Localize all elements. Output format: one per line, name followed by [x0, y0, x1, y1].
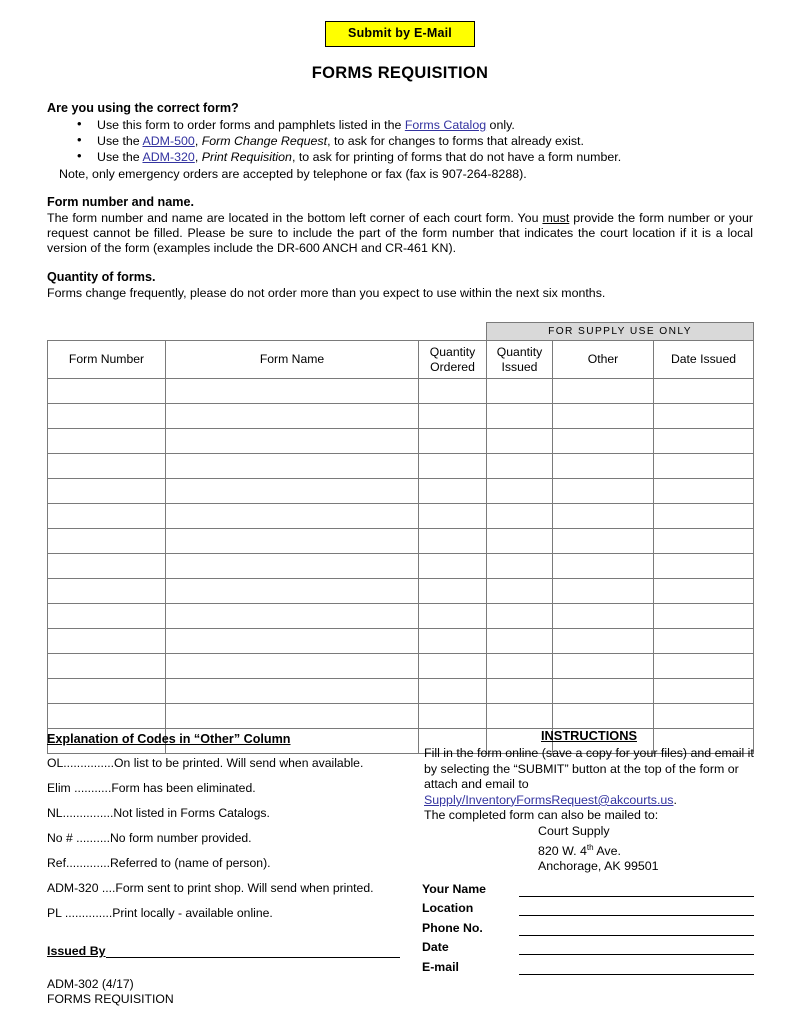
- col-header-date-issued: Date Issued: [654, 341, 754, 379]
- table-cell[interactable]: [654, 554, 754, 579]
- table-cell[interactable]: [166, 604, 419, 629]
- field-row: [422, 936, 754, 956]
- table-cell[interactable]: [419, 479, 487, 504]
- table-cell[interactable]: [419, 379, 487, 404]
- table-row: [48, 429, 754, 454]
- bullet-3-mid: ,: [194, 150, 202, 165]
- table-cell[interactable]: [419, 454, 487, 479]
- table-row: [48, 554, 754, 579]
- quantity-paragraph: Forms change frequently, please do not order more than you expect to use within the next six months.: [47, 285, 606, 300]
- table-cell[interactable]: [419, 504, 487, 529]
- table-cell[interactable]: [654, 704, 754, 729]
- table-cell[interactable]: [419, 404, 487, 429]
- bullet-2-pre: Use the: [97, 134, 143, 149]
- code-explanation-item: NL...............Not listed in Forms Catalogs.: [47, 806, 270, 820]
- table-cell[interactable]: [48, 479, 166, 504]
- table-head: [48, 323, 754, 379]
- adm-500-link[interactable]: ADM-500: [142, 134, 195, 149]
- table-cell[interactable]: [487, 454, 553, 479]
- correct-form-bullet-list: [47, 117, 753, 166]
- bullet-forms-catalog: [47, 117, 753, 133]
- table-cell[interactable]: [553, 504, 654, 529]
- table-cell[interactable]: [166, 704, 419, 729]
- table-cell[interactable]: [166, 629, 419, 654]
- table-cell[interactable]: [48, 629, 166, 654]
- col-header-form-name: Form Name: [166, 341, 419, 379]
- issued-by-input[interactable]: [106, 945, 400, 958]
- field-input-date[interactable]: [519, 941, 754, 955]
- table-cell[interactable]: [419, 654, 487, 679]
- code-explanation-item: PL ..............Print locally - available online.: [47, 906, 273, 920]
- qo-line2: Ordered: [430, 359, 475, 374]
- table-cell[interactable]: [487, 404, 553, 429]
- instr-text-3: The completed form can also be mailed to:: [424, 808, 659, 823]
- submit-by-email-button[interactable]: Submit by E-Mail: [325, 21, 475, 47]
- form-number-name-heading: Form number and name.: [47, 194, 194, 209]
- table-cell[interactable]: [654, 579, 754, 604]
- field-row: [422, 955, 754, 975]
- bullet-2-mid: ,: [194, 134, 202, 149]
- table-cell[interactable]: [166, 529, 419, 554]
- table-cell[interactable]: [48, 379, 166, 404]
- table-cell[interactable]: [654, 604, 754, 629]
- table-cell[interactable]: [48, 454, 166, 479]
- table-row: [48, 379, 754, 404]
- footer-form-name: FORMS REQUISITION: [47, 991, 174, 1006]
- table-cell[interactable]: [166, 504, 419, 529]
- table-cell[interactable]: [48, 654, 166, 679]
- col-header-form-number: Form Number: [48, 341, 166, 379]
- table-cell[interactable]: [419, 604, 487, 629]
- field-label-e-mail: E-mail: [422, 959, 459, 974]
- forms-catalog-link[interactable]: Forms Catalog: [404, 118, 487, 132]
- fnn-text-2: provide the form number or your request cannot be filled. Please be sure to include the part of the form number that indicates the court location if it is a local version of the form (examples include the DR-600 ANCH and CR-461 KN).: [47, 210, 753, 256]
- table-row: [48, 654, 754, 679]
- table-cell[interactable]: [553, 479, 654, 504]
- table-row: [48, 404, 754, 429]
- banner-spacer-1: [48, 323, 166, 341]
- footer-block: [47, 977, 174, 1006]
- mailing-address: [424, 824, 754, 875]
- supply-inventory-email-link[interactable]: Supply/InventoryFormsRequest@akcourts.us: [424, 792, 674, 807]
- table-cell[interactable]: [487, 579, 553, 604]
- table-cell[interactable]: [48, 554, 166, 579]
- table-cell[interactable]: [419, 629, 487, 654]
- address-line-3: Anchorage, AK 99501: [538, 859, 659, 874]
- address-line-2-pre: 820 W. 4: [538, 843, 587, 858]
- table-cell[interactable]: [553, 529, 654, 554]
- footer-form-id: ADM-302 (4/17): [47, 977, 134, 991]
- code-explanation-item: No # ..........No form number provided.: [47, 831, 252, 845]
- table-row: [48, 529, 754, 554]
- table-cell[interactable]: [553, 404, 654, 429]
- table-cell[interactable]: [48, 404, 166, 429]
- table-cell[interactable]: [48, 429, 166, 454]
- table-row: [48, 704, 754, 729]
- quantity-heading: Quantity of forms.: [47, 269, 156, 284]
- codes-list: [47, 756, 415, 921]
- address-line-2-sup: th: [586, 842, 594, 852]
- qo-line1: Quantity: [429, 344, 476, 359]
- adm-320-link[interactable]: ADM-320: [142, 150, 195, 165]
- table-cell[interactable]: [166, 554, 419, 579]
- instructions-heading: INSTRUCTIONS: [541, 728, 637, 743]
- table-row: [48, 579, 754, 604]
- table-cell[interactable]: [487, 479, 553, 504]
- table-cell[interactable]: [654, 429, 754, 454]
- code-explanation-item: ADM-320 ....Form sent to print shop. Will send when printed.: [47, 881, 374, 895]
- field-label-location: Location: [422, 901, 474, 916]
- table-row: [48, 504, 754, 529]
- table-cell[interactable]: [419, 529, 487, 554]
- table-cell[interactable]: [419, 429, 487, 454]
- table-cell[interactable]: [487, 429, 553, 454]
- table-cell[interactable]: [166, 454, 419, 479]
- table-cell[interactable]: [654, 454, 754, 479]
- bullet-2-post: , to ask for changes to forms that already exist.: [327, 134, 584, 149]
- table-cell[interactable]: [553, 654, 654, 679]
- table-body: [48, 379, 754, 754]
- table-cell[interactable]: [654, 529, 754, 554]
- table-row: [48, 604, 754, 629]
- table-cell[interactable]: [487, 654, 553, 679]
- table-cell[interactable]: [654, 404, 754, 429]
- table-cell[interactable]: [553, 379, 654, 404]
- table-cell[interactable]: [487, 629, 553, 654]
- code-explanation-item: Elim ...........Form has been eliminated.: [47, 781, 256, 795]
- issued-by-label: Issued By: [47, 944, 106, 958]
- table-cell[interactable]: [487, 679, 553, 704]
- instr-text-1: Fill in the form online (save a copy for your files) and email it by selecting the “SUBMIT” button at the top of the form or attach and email to: [424, 746, 754, 792]
- table-cell[interactable]: [48, 529, 166, 554]
- bullet-2-italic: Form Change Request: [201, 134, 328, 149]
- table-cell[interactable]: [166, 654, 419, 679]
- spacer-2: [47, 257, 753, 269]
- field-row: [422, 877, 754, 897]
- table-cell[interactable]: [654, 654, 754, 679]
- table-row: [48, 454, 754, 479]
- bullet-3-post: , to ask for printing of forms that do not have a form number.: [291, 150, 622, 165]
- table-cell[interactable]: [48, 679, 166, 704]
- table-cell[interactable]: [654, 504, 754, 529]
- field-input-phone-no[interactable]: [519, 922, 754, 936]
- column-header-row: [48, 341, 754, 379]
- emergency-order-note: Note, only emergency orders are accepted by telephone or fax (fax is 907-264-8288).: [59, 166, 527, 181]
- qi-line2: Issued: [501, 359, 538, 374]
- table-cell[interactable]: [553, 704, 654, 729]
- field-label-your-name: Your Name: [422, 881, 487, 896]
- table-cell[interactable]: [654, 479, 754, 504]
- table-row: [48, 629, 754, 654]
- contact-fields-block: [422, 877, 754, 975]
- field-row: [422, 897, 754, 917]
- table-cell[interactable]: [553, 579, 654, 604]
- correct-form-heading: Are you using the correct form?: [47, 101, 239, 115]
- table-cell[interactable]: [48, 504, 166, 529]
- col-header-quantity-ordered: [419, 341, 487, 379]
- for-supply-use-only-banner: FOR SUPPLY USE ONLY: [487, 323, 754, 341]
- fnn-text-1: The form number and name are located in the bottom left corner of each court form. You: [47, 210, 543, 225]
- table-cell[interactable]: [553, 429, 654, 454]
- table-cell[interactable]: [654, 629, 754, 654]
- table-cell[interactable]: [553, 679, 654, 704]
- spacer-1: [47, 182, 753, 194]
- table-row: [48, 479, 754, 504]
- table-cell[interactable]: [166, 579, 419, 604]
- table-cell[interactable]: [419, 679, 487, 704]
- table-cell[interactable]: [553, 454, 654, 479]
- table-cell[interactable]: [48, 604, 166, 629]
- table-cell[interactable]: [487, 504, 553, 529]
- table-cell[interactable]: [166, 379, 419, 404]
- page-title: FORMS REQUISITION: [311, 64, 489, 82]
- bullet-adm-320: [47, 149, 753, 165]
- code-explanation-item: Ref.............Referred to (name of person).: [47, 856, 271, 870]
- qi-line1: Quantity: [496, 344, 543, 359]
- field-label-date: Date: [422, 940, 449, 955]
- table-cell[interactable]: [487, 529, 553, 554]
- field-input-e-mail[interactable]: [519, 961, 754, 975]
- table-row: [48, 679, 754, 704]
- bullet-1-post: only.: [486, 118, 515, 132]
- address-line-1: Court Supply: [538, 823, 610, 838]
- table-cell[interactable]: [166, 404, 419, 429]
- intro-content: [47, 100, 753, 301]
- table-cell[interactable]: [48, 704, 166, 729]
- explanation-of-codes-section: [47, 732, 415, 931]
- table-cell[interactable]: [654, 679, 754, 704]
- instructions-body: [424, 746, 754, 824]
- supply-banner-row: [48, 323, 754, 341]
- form-number-name-paragraph: [47, 211, 753, 257]
- banner-spacer-2: [166, 323, 419, 341]
- table-cell[interactable]: [166, 679, 419, 704]
- instructions-section: [424, 728, 754, 875]
- requisition-table: [47, 322, 754, 754]
- table-cell[interactable]: [553, 604, 654, 629]
- bullet-1-pre: Use this form to order forms and pamphlets listed in the: [97, 118, 405, 132]
- table-cell[interactable]: [166, 429, 419, 454]
- banner-spacer-3: [419, 323, 487, 341]
- bullet-3-italic: Print Requisition: [201, 150, 292, 165]
- bullet-adm-500: [47, 133, 753, 149]
- table-cell[interactable]: [553, 554, 654, 579]
- table-cell[interactable]: [487, 554, 553, 579]
- table-cell[interactable]: [419, 554, 487, 579]
- table-cell[interactable]: [553, 629, 654, 654]
- table-cell[interactable]: [48, 579, 166, 604]
- table-cell[interactable]: [419, 704, 487, 729]
- bullet-3-pre: Use the: [97, 150, 143, 165]
- fnn-emphasis: must: [542, 210, 570, 225]
- instr-text-2: .: [673, 792, 677, 807]
- table-cell[interactable]: [487, 704, 553, 729]
- field-label-phone-no: Phone No.: [422, 920, 483, 935]
- field-row: [422, 916, 754, 936]
- address-line-2-post: Ave.: [593, 843, 621, 858]
- table-cell[interactable]: [487, 379, 553, 404]
- col-header-quantity-issued: [487, 341, 553, 379]
- explanation-of-codes-heading: Explanation of Codes in “Other” Column: [47, 732, 291, 746]
- requisition-table-container: [47, 322, 753, 754]
- field-input-location[interactable]: [519, 902, 754, 916]
- table-cell[interactable]: [419, 579, 487, 604]
- code-explanation-item: OL...............On list to be printed. Will send when available.: [47, 756, 364, 770]
- field-input-your-name[interactable]: [519, 883, 754, 897]
- table-cell[interactable]: [654, 379, 754, 404]
- submit-button-container: [0, 21, 800, 47]
- table-cell[interactable]: [487, 604, 553, 629]
- table-cell[interactable]: [166, 479, 419, 504]
- issued-by-block: [47, 944, 400, 958]
- col-header-other: Other: [553, 341, 654, 379]
